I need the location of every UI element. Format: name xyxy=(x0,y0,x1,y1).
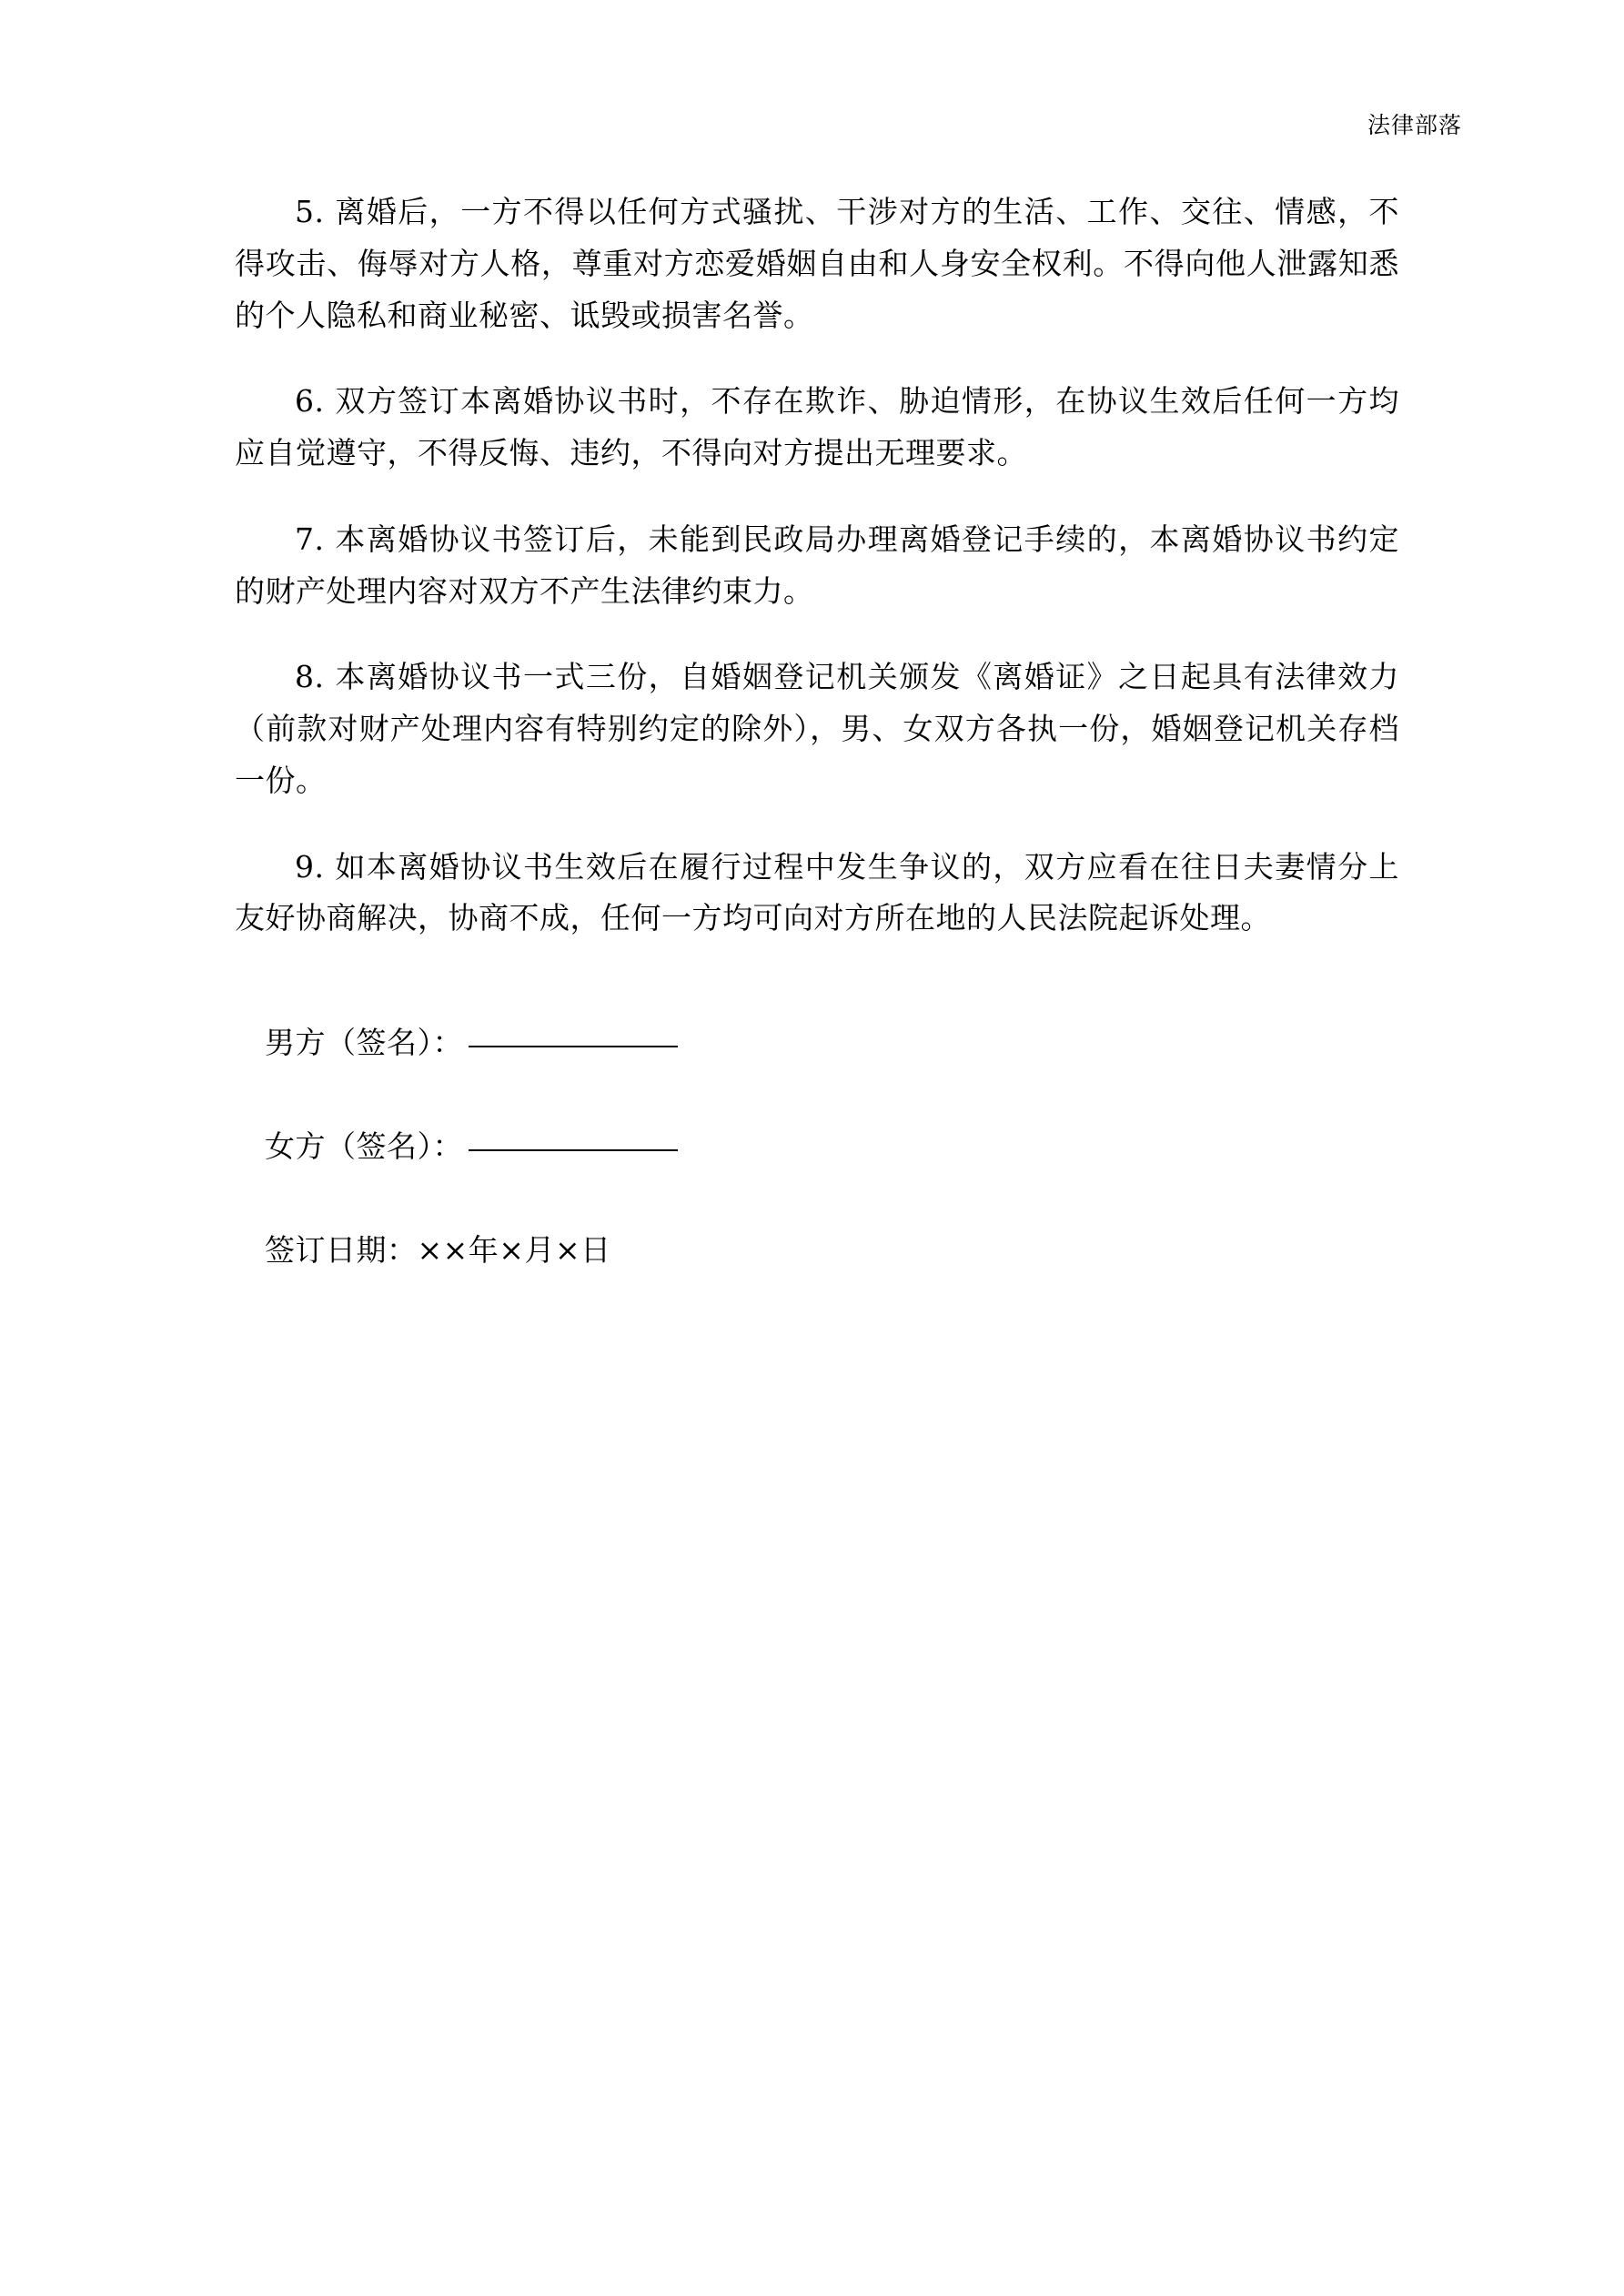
male-signature-line xyxy=(235,1017,1399,1068)
document-body xyxy=(235,187,1399,1276)
signature-block xyxy=(235,1017,1399,1276)
female-signature-blank[interactable] xyxy=(469,1149,678,1151)
clause-paragraph: 5. 离婚后，一方不得以任何方式骚扰、干涉对方的生活、工作、交往、情感，不得攻击、侮辱对方人格，尊重对方恋爱婚姻自由和人身安全权利。不得向他人泄露知悉的个人隐私和商业秘密、诋毁或损害名誉。 xyxy=(235,194,1399,333)
male-signature-label: 男方（签名）： xyxy=(265,1025,463,1060)
clause-paragraph: 9. 如本离婚协议书生效后在履行过程中发生争议的，双方应看在往日夫妻情分上友好协商解决，协商不成，任何一方均可向对方所在地的人民法院起诉处理。 xyxy=(235,848,1399,936)
female-signature-label: 女方（签名）： xyxy=(265,1128,463,1165)
clause-paragraph: 6. 双方签订本离婚协议书时，不存在欺诈、胁迫情形，在协议生效后任何一方均应自觉遵守，不得反悔、违约，不得向对方提出无理要求。 xyxy=(235,383,1399,470)
page-header-watermark: 法律部落 xyxy=(1367,112,1462,138)
female-signature-line xyxy=(235,1121,1399,1172)
signing-date-line: 签订日期：××年×月×日 xyxy=(265,1232,611,1269)
clause-paragraph: 7. 本离婚协议书签订后，未能到民政局办理离婚登记手续的，本离婚协议书约定的财产处理内容对双方不产生法律约束力。 xyxy=(235,521,1399,609)
clause-paragraph: 8. 本离婚协议书一式三份，自婚姻登记机关颁发《离婚证》之日起具有法律效力（前款对财产处理内容有特别约定的除外），男、女双方各执一份，婚姻登记机关存档一份。 xyxy=(235,659,1399,798)
male-signature-blank[interactable] xyxy=(469,1046,678,1047)
